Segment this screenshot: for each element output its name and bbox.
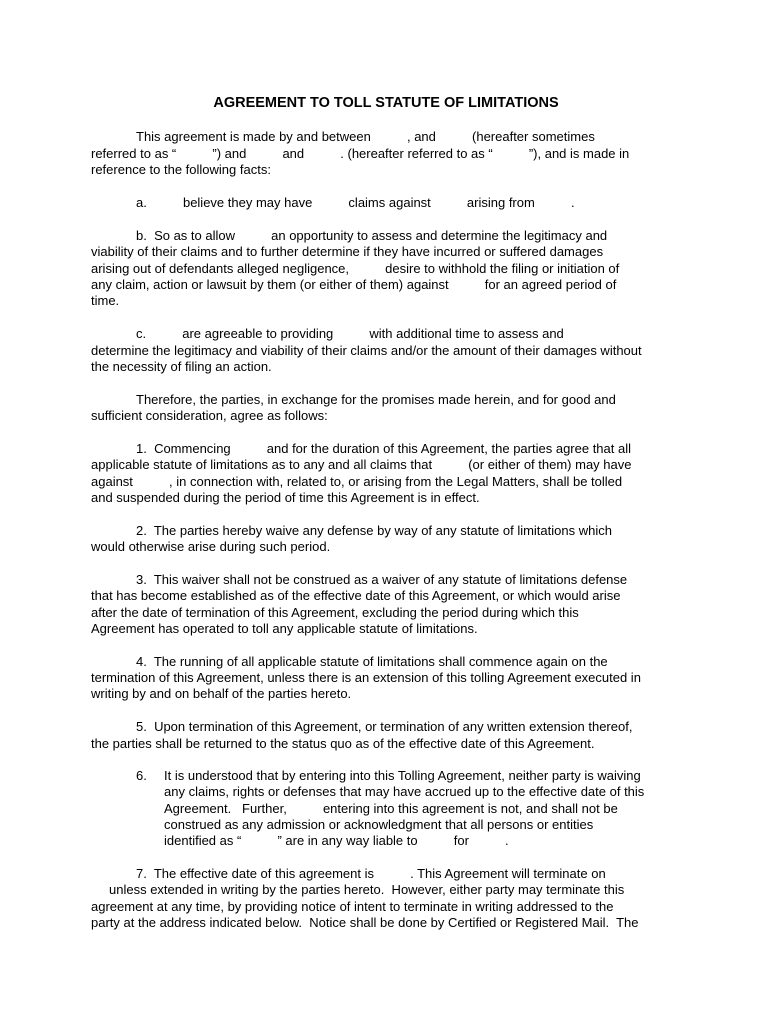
clause-6-line-5: identified as “ ” are in any way liable to for .	[164, 833, 509, 848]
clause-6-line-3: Agreement. Further, entering into this agreement is not, and shall not be	[164, 801, 618, 816]
clause-2-line-1: 2. The parties hereby waive any defense by way of any statute of limitations which	[136, 523, 612, 538]
fact-b-line-5: time.	[91, 293, 120, 308]
clause-2-line-2: would otherwise arise during such period.	[91, 539, 331, 554]
clause-6-line-1: It is understood that by entering into this Tolling Agreement, neither party is waiving	[164, 768, 641, 783]
fact-b-line-4: any claim, action or lawsuit by them (or either of them) against for an agreed period of	[91, 277, 617, 292]
clause-3-line-4: Agreement has operated to toll any applicable statute of limitations.	[91, 621, 478, 636]
fact-b-line-2: viability of their claims and to further determine if they have incurred or suffered damages	[91, 244, 604, 259]
document-title: AGREEMENT TO TOLL STATUTE OF LIMITATIONS	[213, 95, 559, 111]
clause-3-line-3: after the date of termination of this Agreement, excluding the period during which this	[91, 605, 579, 620]
fact-c-line-3: the necessity of filing an action.	[91, 359, 272, 374]
fact-b-line-1: b. So as to allow an opportunity to assess and determine the legitimacy and	[136, 228, 608, 243]
clause-5-line-2: the parties shall be returned to the status quo as of the effective date of this Agreement.	[91, 736, 595, 751]
therefore-line-1: Therefore, the parties, in exchange for the promises made herein, and for good and	[136, 392, 616, 407]
clause-1-line-4: and suspended during the period of time this Agreement is in effect.	[91, 490, 480, 505]
clause-7-line-4: party at the address indicated below. Notice shall be done by Certified or Registered Mail. The	[91, 915, 639, 930]
clause-7-line-3: agreement at any time, by providing notice of intent to terminate in writing addressed to the	[91, 899, 614, 914]
fact-a-line-1: a. believe they may have claims against arising from .	[136, 195, 575, 210]
clause-6-line-2: any claims, rights or defenses that may have accrued up to the effective date of this	[164, 784, 645, 799]
clause-3-line-2: that has become established as of the effective date of this Agreement, or which would arise	[91, 588, 621, 603]
clause-6-line-4: construed as any admission or acknowledgment that all persons or entities	[164, 817, 594, 832]
clause-1-line-1: 1. Commencing and for the duration of this Agreement, the parties agree that all	[136, 441, 631, 456]
clause-7-line-2: unless extended in writing by the parties hereto. However, either party may terminate this	[109, 882, 625, 897]
clause-7-line-1: 7. The effective date of this agreement is . This Agreement will terminate on	[136, 866, 606, 881]
clause-1-line-3: against , in connection with, related to, or arising from the Legal Matters, shall be tolled	[91, 474, 623, 489]
clause-4-line-2: termination of this Agreement, unless there is an extension of this tolling Agreement executed in	[91, 670, 641, 685]
intro-line-2: referred to as “ ”) and and . (hereafter referred to as “ ”), and is made in	[91, 146, 630, 161]
clause-1-line-2: applicable statute of limitations as to any and all claims that (or either of them) may have	[91, 457, 632, 472]
clause-4-line-1: 4. The running of all applicable statute of limitations shall commence again on the	[136, 654, 608, 669]
clause-6-number: 6.	[136, 768, 147, 783]
intro-line-1: This agreement is made by and between , and (hereafter sometimes	[136, 129, 595, 144]
intro-line-3: reference to the following facts:	[91, 162, 271, 177]
clause-5-line-1: 5. Upon termination of this Agreement, or termination of any written extension thereof,	[136, 719, 633, 734]
clause-3-line-1: 3. This waiver shall not be construed as a waiver of any statute of limitations defense	[136, 572, 628, 587]
therefore-line-2: sufficient consideration, agree as follows:	[91, 408, 328, 423]
fact-c-line-2: determine the legitimacy and viability of their claims and/or the amount of their damages without	[91, 343, 642, 358]
fact-b-line-3: arising out of defendants alleged negligence, desire to withhold the filing or initiation of	[91, 261, 620, 276]
fact-c-line-1: c. are agreeable to providing with additional time to assess and	[136, 326, 564, 341]
clause-4-line-3: writing by and on behalf of the parties hereto.	[91, 686, 352, 701]
